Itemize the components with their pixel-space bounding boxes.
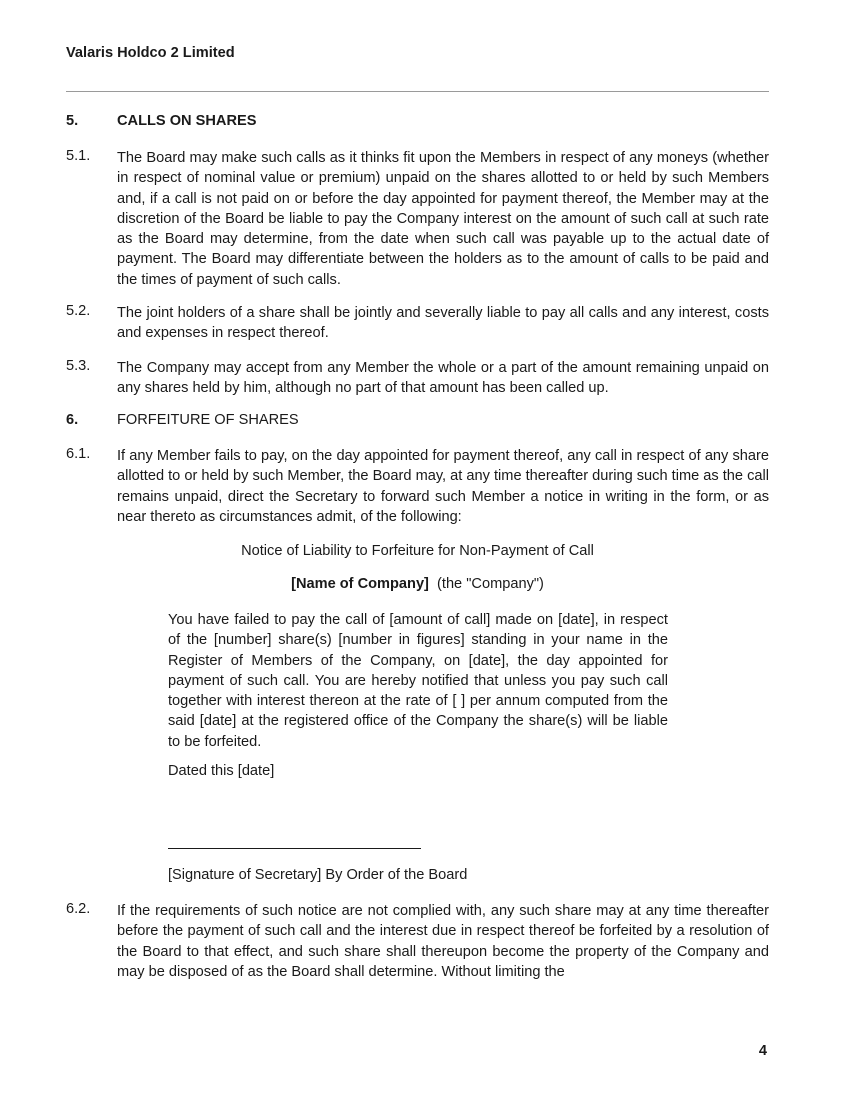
clause-6-1 xyxy=(66,446,769,527)
clause-5-2-number: 5.2. xyxy=(66,303,91,319)
notice-dated: Dated this [date] xyxy=(168,763,275,779)
clause-5-3-text: The Company may accept from any Member the whole or a part of the amount remaining unpaid on any shares held by him, although no part of that amount has been called up. xyxy=(117,360,769,397)
clause-6-1-text: If any Member fails to pay, on the day appointed for payment thereof, any call in respect of any share allotted to or held by such Member, the Board may, at any time thereafter during such time as the call remains unpaid, direct the Secretary to forward such Member a notice in writing in the form, or as near thereto as circumstances admit, of the following: xyxy=(117,448,769,525)
section-5-title: CALLS ON SHARES xyxy=(117,113,257,129)
section-6-heading xyxy=(66,412,299,428)
notice-signature: [Signature of Secretary] By Order of the Board xyxy=(168,867,468,883)
header-divider xyxy=(66,91,769,92)
clause-5-3 xyxy=(66,358,769,399)
clause-5-2-text: The joint holders of a share shall be jointly and severally liable to pay all calls and any interest, costs and expenses in respect thereof. xyxy=(117,305,769,342)
clause-6-2-number: 6.2. xyxy=(66,901,91,917)
clause-5-1 xyxy=(66,148,769,290)
section-5-heading xyxy=(66,113,256,129)
signature-line xyxy=(168,848,421,849)
notice-company-line xyxy=(66,576,769,592)
notice-company-name: [Name of Company] xyxy=(291,576,429,592)
clause-5-2 xyxy=(66,303,769,344)
clause-6-1-number: 6.1. xyxy=(66,446,91,462)
section-5-number: 5. xyxy=(66,113,79,129)
notice-title: Notice of Liability to Forfeiture for Non-Payment of Call xyxy=(241,543,594,559)
section-6-title: FORFEITURE OF SHARES xyxy=(117,412,299,428)
notice-body: You have failed to pay the call of [amount of call] made on [date], in respect of the [number] share(s) [number in figures] standing in your name in the Register of Members of the Company, on [date], the day appointed for payment of such call. You are hereby notified that unless you pay such call together with interest thereon at the rate of [ ] per annum computed from the said [date] at the registered office of the Company the share(s) will be liable to be forfeited. xyxy=(168,612,668,750)
clause-5-1-text: The Board may make such calls as it thinks fit upon the Members in respect of any moneys (whether in respect of nominal value or premium) unpaid on the shares allotted to or held by such Members and, if a call is not paid on or before the day appointed for payment thereof, the Member may at the discretion of the Board be liable to pay the Company interest on the amount of such call at such rate as the Board may determine, from the date when such call was payable up to the actual date of payment. The Board may differentiate between the holders as to the amount of calls to be paid and the times of payment of such calls. xyxy=(117,150,769,288)
clause-5-3-number: 5.3. xyxy=(66,358,91,374)
clause-6-2 xyxy=(66,901,769,982)
section-6-number: 6. xyxy=(66,412,79,428)
document-header-company: Valaris Holdco 2 Limited xyxy=(66,45,235,61)
clause-5-1-number: 5.1. xyxy=(66,148,91,164)
page-number: 4 xyxy=(758,1043,767,1059)
notice-company-suffix: (the "Company") xyxy=(437,576,544,592)
clause-6-2-text: If the requirements of such notice are not complied with, any such share may at any time thereafter before the payment of such call and the interest due in respect thereof be forfeited by a resolution of the Board to that effect, and such share shall thereupon become the property of the Company and may be disposed of as the Board shall determine. Without limiting the xyxy=(117,903,769,980)
